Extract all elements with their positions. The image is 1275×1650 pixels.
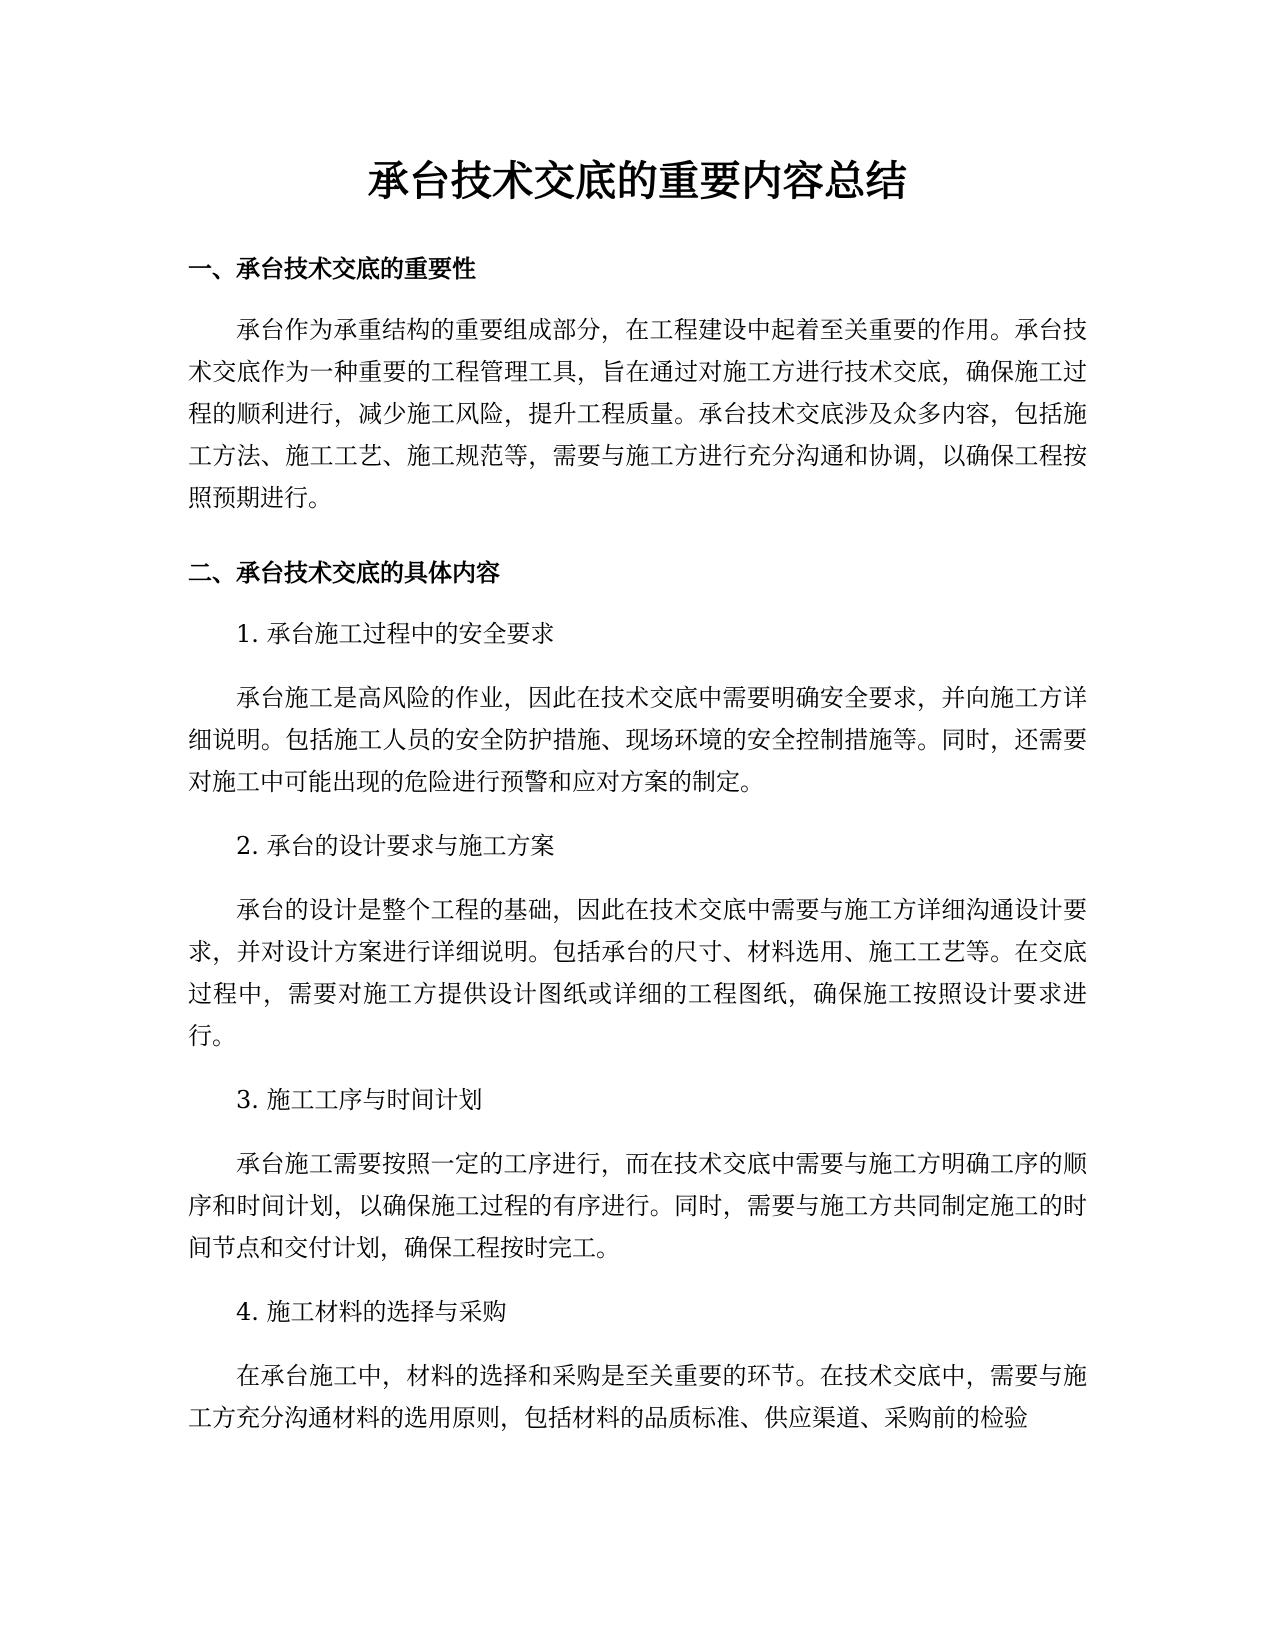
subheading-design: 2. 承台的设计要求与施工方案 [236, 832, 555, 860]
paragraph-schedule: 承台施工需要按照一定的工序进行，而在技术交底中需要与施工方明确工序的顺序和时间计划，以确保施工过程的有序进行。同时，需要与施工方共同制定施工的时间节点和交付计划，确保工程按时完工。 [188, 1150, 1087, 1262]
section-heading-content: 二、承台技术交底的具体内容 [188, 559, 500, 587]
document-title: 承台技术交底的重要内容总结 [367, 157, 908, 205]
subheading-safety: 1. 承台施工过程中的安全要求 [236, 620, 555, 648]
paragraph-materials: 在承台施工中，材料的选择和采购是至关重要的环节。在技术交底中，需要与施工方充分沟通材料的选用原则，包括材料的品质标准、供应渠道、采购前的检验 [188, 1362, 1087, 1432]
paragraph-importance: 承台作为承重结构的重要组成部分，在工程建设中起着至关重要的作用。承台技术交底作为一种重要的工程管理工具，旨在通过对施工方进行技术交底，确保施工过程的顺利进行，减少施工风险，提升工程质量。承台技术交底涉及众多内容，包括施工方法、施工工艺、施工规范等，需要与施工方进行充分沟通和协调，以确保工程按照预期进行。 [188, 316, 1087, 512]
section-heading-importance: 一、承台技术交底的重要性 [188, 255, 476, 283]
paragraph-design: 承台的设计是整个工程的基础，因此在技术交底中需要与施工方详细沟通设计要求，并对设计方案进行详细说明。包括承台的尺寸、材料选用、施工工艺等。在交底过程中，需要对施工方提供设计图纸或详细的工程图纸，确保施工按照设计要求进行。 [188, 896, 1087, 1050]
subheading-schedule: 3. 施工工序与时间计划 [236, 1086, 483, 1114]
subheading-materials: 4. 施工材料的选择与采购 [236, 1298, 507, 1326]
paragraph-safety: 承台施工是高风险的作业，因此在技术交底中需要明确安全要求，并向施工方详细说明。包括施工人员的安全防护措施、现场环境的安全控制措施等。同时，还需要对施工中可能出现的危险进行预警和应对方案的制定。 [188, 684, 1087, 796]
